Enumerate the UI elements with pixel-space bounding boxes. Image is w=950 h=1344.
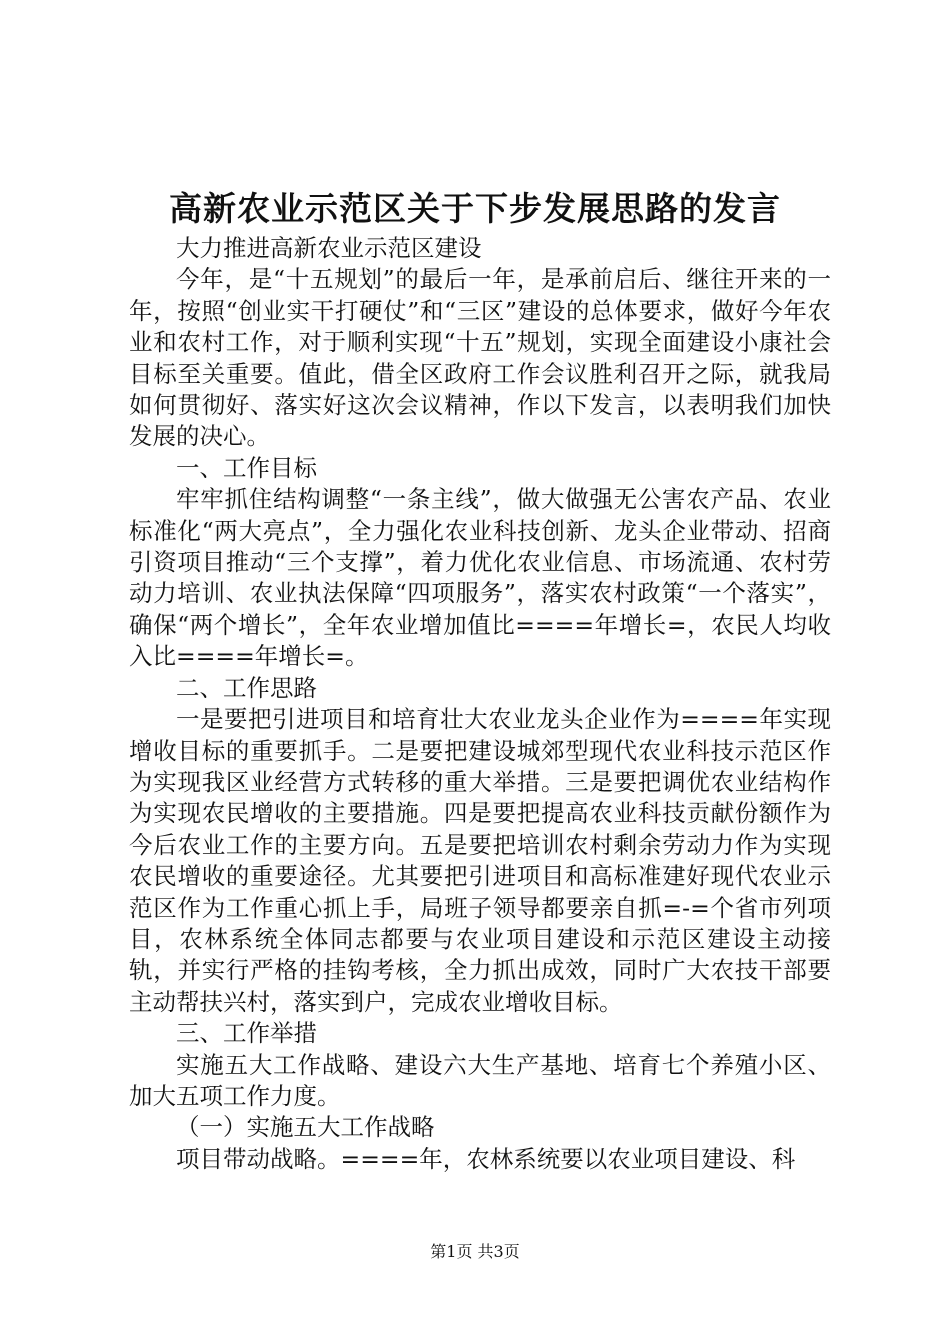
page-footer: 第1页 共3页	[430, 1242, 520, 1261]
paragraph-subtitle: 大力推进高新农业示范区建设	[176, 234, 482, 262]
document-title: 高新农业示范区关于下步发展思路的发言	[169, 189, 781, 228]
paragraph: 一是要把引进项目和培育壮大农业龙头企业作为====年实现增收目标的重要抓手。二是要把建设城郊型现代农业科技示范区作为实现我区业经营方式转移的重大举措。三是要把调优农业结构作为实现农民增收的主要措施。四是要把提高农业科技贡献份额作为今后农业工作的主要方向。五是要把培训农村剩余劳动力作为实现农民增收的重要途径。尤其要把引进项目和高标准建好现代农业示范区作为工作重心抓上手，局班子领导都要亲自抓=-=个省市列项目，农林系统全体同志都要与农业项目建设和示范区建设主动接轨，并实行严格的挂钩考核，全力抓出成效，同时广大农技干部要主动帮扶兴村，落实到户，完成农业增收目标。	[129, 705, 831, 1016]
section-heading: 三、工作举措	[176, 1019, 317, 1048]
subsection-heading: （一）实施五大工作战略	[176, 1113, 435, 1142]
section-heading: 二、工作思路	[176, 673, 317, 702]
document-body	[129, 233, 831, 1175]
paragraph: 牢牢抓住结构调整“一条主线”，做大做强无公害农产品、农业标准化“两大亮点”，全力强化农业科技创新、龙头企业带动、招商引资项目推动“三个支撑”，着力优化农业信息、市场流通、农村劳动力培训、农业执法保障“四项服务”，落实农村政策“一个落实”，确保“两个增长”，全年农业增加值比====年增长=，农民人均收入比====年增长=。	[129, 485, 831, 671]
paragraph: 实施五大工作战略、建设六大生产基地、培育七个养殖小区、加大五项工作力度。	[129, 1050, 831, 1110]
paragraph: 今年，是“十五规划”的最后一年，是承前启后、继往开来的一年，按照“创业实干打硬仗”和“三区”建设的总体要求，做好今年农业和农村工作，对于顺利实现“十五”规划，实现全面建设小康社会目标至关重要。值此，借全区政府工作会议胜利召开之际，就我局如何贯彻好、落实好这次会议精神，作以下发言，以表明我们加快发展的决心。	[129, 265, 831, 451]
paragraph: 项目带动战略。====年，农林系统要以农业项目建设、科	[176, 1144, 796, 1173]
section-heading: 一、工作目标	[176, 453, 317, 482]
